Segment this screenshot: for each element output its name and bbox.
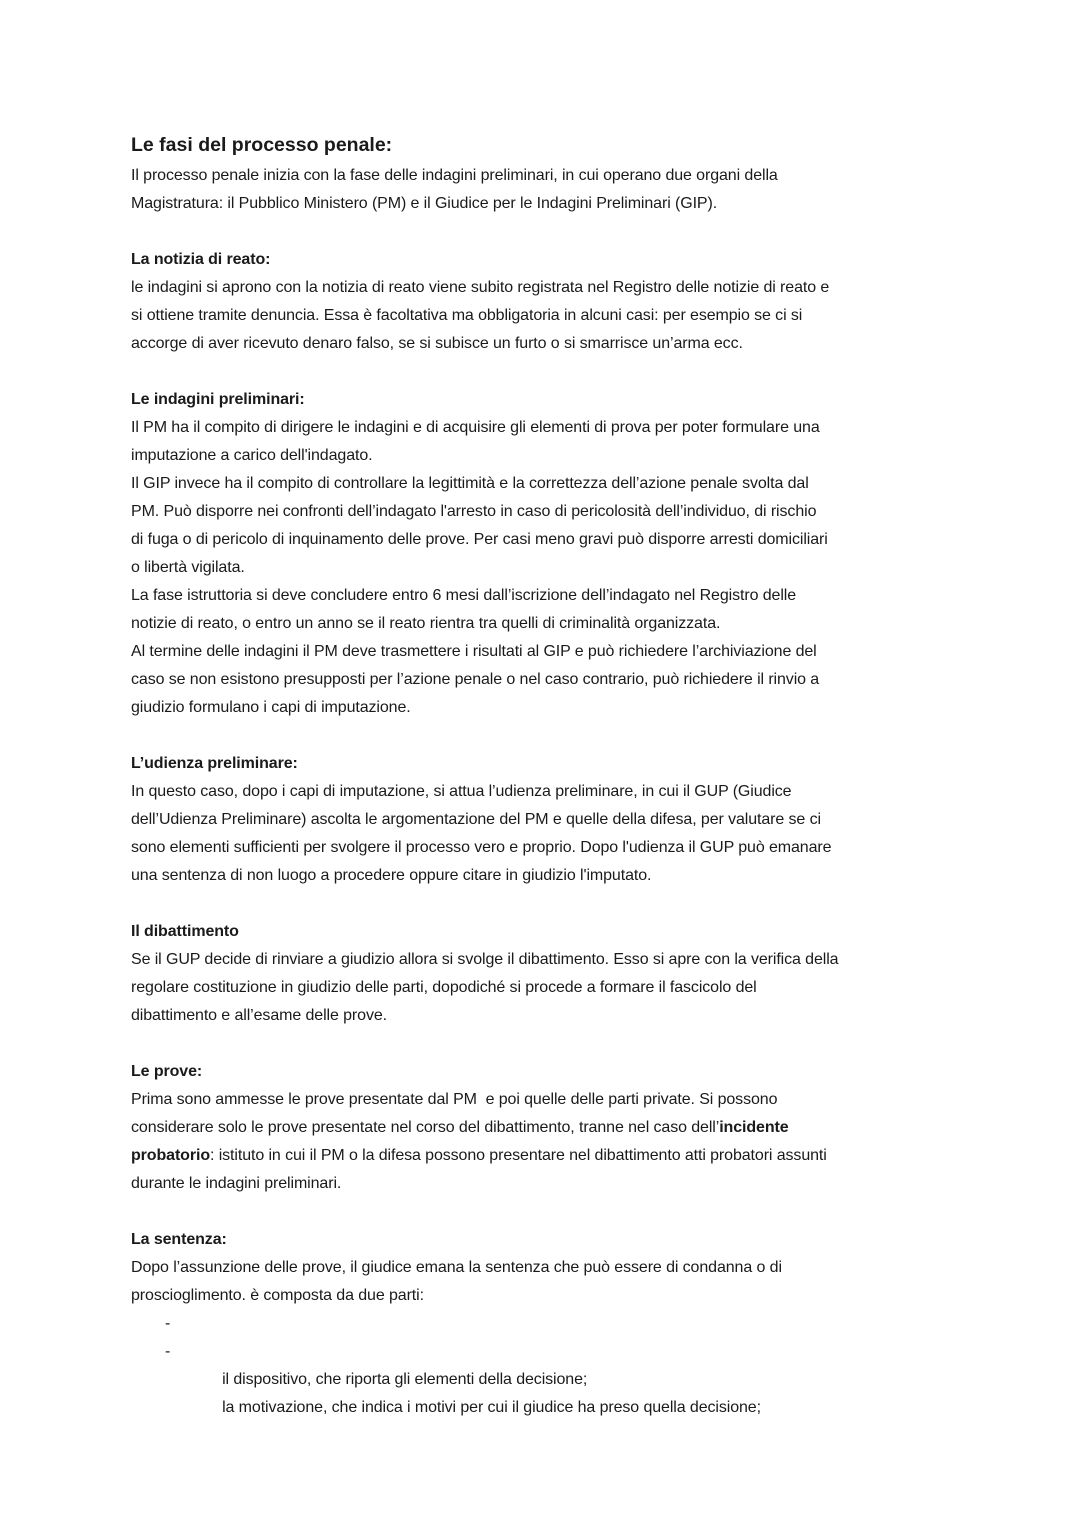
paragraph-line: durante le indagini preliminari. (131, 1175, 342, 1192)
paragraph-line (131, 1114, 991, 1142)
section-heading: Le indagini preliminari: (131, 391, 305, 408)
paragraph-line: In questo caso, dopo i capi di imputazione, si attua l’udienza preliminare, in cui il GUP (Giudice (131, 783, 792, 800)
section-heading: Il dibattimento (131, 923, 239, 940)
paragraph-line: PM. Può disporre nei confronti dell’indagato l'arresto in caso di pericolosità dell’individuo, di rischio (131, 503, 817, 520)
section-indagini-preliminari (131, 386, 991, 722)
paragraph-line: una sentenza di non luogo a procedere oppure citare in giudizio l'imputato. (131, 867, 652, 884)
paragraph-line: imputazione a carico dell'indagato. (131, 447, 373, 464)
paragraph-line: Magistratura: il Pubblico Ministero (PM) e il Giudice per le Indagini Preliminari (GIP). (131, 195, 718, 212)
paragraph-line: Se il GUP decide di rinviare a giudizio allora si svolge il dibattimento. Esso si apre con la verifica della (131, 951, 839, 968)
line-text: : istituto in cui il PM o la difesa possono presentare nel dibattimento atti probatori assunti (210, 1147, 827, 1164)
list-marker: - (165, 1343, 171, 1360)
section-notizia-di-reato (131, 246, 991, 358)
bold-term: probatorio (131, 1147, 210, 1164)
section-prove (131, 1058, 991, 1198)
paragraph-line: La fase istruttoria si deve concludere entro 6 mesi dall’iscrizione dell’indagato nel Registro delle (131, 587, 797, 604)
section-udienza-preliminare (131, 750, 991, 890)
paragraph-line: le indagini si aprono con la notizia di reato viene subito registrata nel Registro delle notizie di reato e (131, 279, 830, 296)
section-heading: Le prove: (131, 1063, 203, 1080)
bold-term: incidente (719, 1119, 789, 1136)
paragraph-line: si ottiene tramite denuncia. Essa è facoltativa ma obbligatoria in alcuni casi: per esempio se ci si (131, 307, 803, 324)
list-item (131, 1310, 991, 1388)
paragraph-line: di fuga o di pericolo di inquinamento delle prove. Per casi meno gravi può disporre arresti domiciliari (131, 531, 828, 548)
paragraph-line: Al termine delle indagini il PM deve trasmettere i risultati al GIP e può richiedere l’archiviazione del (131, 643, 817, 660)
paragraph-line: regolare costituzione in giudizio delle parti, dopodiché si procede a formare il fascicolo del (131, 979, 757, 996)
paragraph-line: giudizio formulano i capi di imputazione. (131, 699, 411, 716)
paragraph-line: dell’Udienza Preliminare) ascolta le argomentazione del PM e quelle della difesa, per valutare se ci (131, 811, 821, 828)
section-heading: La notizia di reato: (131, 251, 271, 268)
list-item-text: il dispositivo, che riporta gli elementi della decisione; (222, 1371, 588, 1388)
section-sentenza (131, 1226, 991, 1416)
paragraph-line: o libertà vigilata. (131, 559, 245, 576)
paragraph-line: Il processo penale inizia con la fase delle indagini preliminari, in cui operano due organi della (131, 167, 778, 184)
paragraph-line: caso se non esistono presupposti per l’azione penale o nel caso contrario, può richiedere il rinvio a (131, 671, 820, 688)
paragraph-line: Il GIP invece ha il compito di controllare la legittimità e la correttezza dell’azione penale svolta dal (131, 475, 809, 492)
section-heading: L’udienza preliminare: (131, 755, 298, 772)
paragraph-line: Prima sono ammesse le prove presentate dal PM e poi quelle delle parti private. Si possono (131, 1091, 778, 1108)
page-title: Le fasi del processo penale: (131, 134, 393, 156)
paragraph-line: Dopo l’assunzione delle prove, il giudice emana la sentenza che può essere di condanna o di (131, 1259, 782, 1276)
paragraph-line: notizie di reato, o entro un anno se il reato rientra tra quelli di criminalità organizzata. (131, 615, 721, 632)
paragraph-line: Il PM ha il compito di dirigere le indagini e di acquisire gli elementi di prova per poter formulare una (131, 419, 820, 436)
paragraph-line: accorge di aver ricevuto denaro falso, se si subisce un furto o si smarrisce un’arma ecc. (131, 335, 743, 352)
paragraph-line (131, 1142, 991, 1170)
section-dibattimento (131, 918, 991, 1030)
paragraph-line: sono elementi sufficienti per svolgere il processo vero e proprio. Dopo l'udienza il GUP può emanare (131, 839, 832, 856)
section-heading: La sentenza: (131, 1231, 227, 1248)
paragraph-line: dibattimento e all’esame delle prove. (131, 1007, 388, 1024)
list-marker: - (165, 1315, 171, 1332)
paragraph-line: proscioglimento. è composta da due parti: (131, 1287, 424, 1304)
list-item-text: la motivazione, che indica i motivi per cui il giudice ha preso quella decisione; (222, 1399, 761, 1416)
intro-paragraph (131, 162, 991, 218)
document-page (131, 128, 991, 1416)
line-text: considerare solo le prove presentate nel corso del dibattimento, tranne nel caso dell’ (131, 1119, 720, 1136)
